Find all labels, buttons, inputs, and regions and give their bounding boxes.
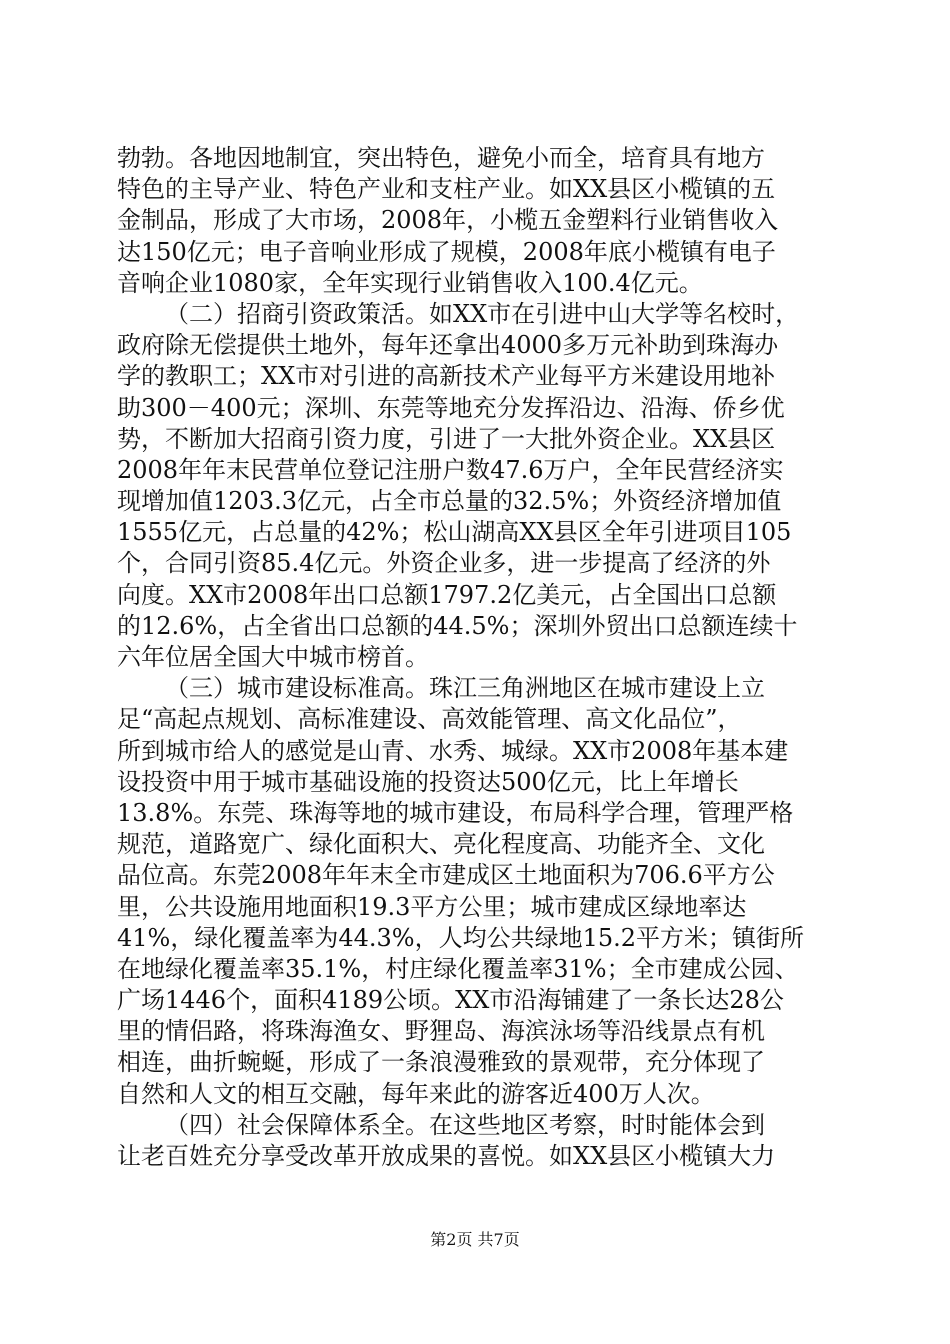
text-line: 所到城市给人的感觉是山青、水秀、城绿。XX市2008年基本建	[117, 736, 789, 765]
text-line: 13.8%。东莞、珠海等地的城市建设，布局科学合理，管理严格	[117, 798, 794, 827]
text-line: 自然和人文的相互交融，每年来此的游客近400万人次。	[117, 1079, 715, 1108]
text-line: 里，公共设施用地面积19.3平方公里；城市建成区绿地率达	[117, 892, 747, 921]
text-line: 金制品，形成了大市场，2008年，小榄五金塑料行业销售收入	[117, 206, 779, 235]
text-line: 学的教职工；XX市对引进的高新技术产业每平方米建设用地补	[117, 362, 776, 391]
text-line: 广场1446个，面积4189公顷。XX市沿海铺建了一条长达28公	[117, 986, 784, 1015]
text-line: 个，合同引资85.4亿元。外资企业多，进一步提高了经济的外	[117, 549, 771, 578]
text-line: 的12.6%，占全省出口总额的44.5%；深圳外贸出口总额连续十	[117, 611, 798, 640]
text-line	[117, 1172, 837, 1203]
paragraph-start-line: （四）社会保障体系全。在这些地区考察，时时能体会到	[165, 1110, 765, 1139]
text-line: 里的情侣路，将珠海渔女、野狸岛、海滨泳场等沿线景点有机	[117, 1017, 765, 1046]
text-line: 势，不断加大招商引资力度，引进了一大批外资企业。XX县区	[117, 424, 776, 453]
text-line: 在地绿化覆盖率35.1%，村庄绿化覆盖率31%；全市建成公园、	[117, 954, 799, 983]
text-line: 2008年年末民营单位登记注册户数47.6万户，全年民营经济实	[117, 455, 784, 484]
text-line: 向度。XX市2008年出口总额1797.2亿美元，占全国出口总额	[117, 580, 777, 609]
text-line: 相连，曲折蜿蜒，形成了一条浪漫雅致的景观带，充分体现了	[117, 1048, 765, 1077]
text-line: 规范，道路宽广、绿化面积大、亮化程度高、功能齐全、文化	[117, 830, 765, 859]
text-line: 让老百姓充分享受改革开放成果的喜悦。如XX县区小榄镇大力	[117, 1142, 776, 1170]
text-line: 音响企业1080家，全年实现行业销售收入100.4亿元。	[117, 268, 703, 297]
text-line: 达150亿元；电子音响业形成了规模，2008年底小榄镇有电子	[117, 237, 776, 266]
text-line: 六年位居全国大中城市榜首。	[117, 643, 429, 671]
text-line: 特色的主导产业、特色产业和支柱产业。如XX县区小榄镇的五	[117, 175, 776, 204]
text-line: 助300－400元；深圳、东莞等地充分发挥沿边、沿海、侨乡优	[117, 393, 785, 422]
paragraph-start-line: （二）招商引资政策活。如XX市在引进中山大学等名校时，	[165, 299, 800, 328]
body-text	[117, 143, 837, 1203]
text-line: 现增加值1203.3亿元，占全市总量的32.5%；外资经济增加值	[117, 487, 782, 516]
text-line: 品位高。东莞2008年年末全市建成区土地面积为706.6平方公	[117, 861, 775, 890]
text-line: 足“高起点规划、高标准建设、高效能管理、高文化品位”，	[117, 705, 742, 734]
paragraph-start-line: （三）城市建设标准高。珠江三角洲地区在城市建设上立	[165, 674, 765, 703]
text-line: 1555亿元，占总量的42%；松山湖高XX县区全年引进项目105	[117, 518, 792, 547]
text-line: 41%，绿化覆盖率为44.3%，人均公共绿地15.2平方米；镇街所	[117, 923, 805, 952]
text-line: 勃勃。各地因地制宜，突出特色，避免小而全，培育具有地方	[117, 144, 765, 172]
text-line: 政府除无偿提供土地外，每年还拿出4000多万元补助到珠海办	[117, 331, 779, 360]
page-number-footer: 第2页 共7页	[430, 1230, 520, 1249]
text-line: 设投资中用于城市基础设施的投资达500亿元，比上年增长	[117, 767, 739, 796]
